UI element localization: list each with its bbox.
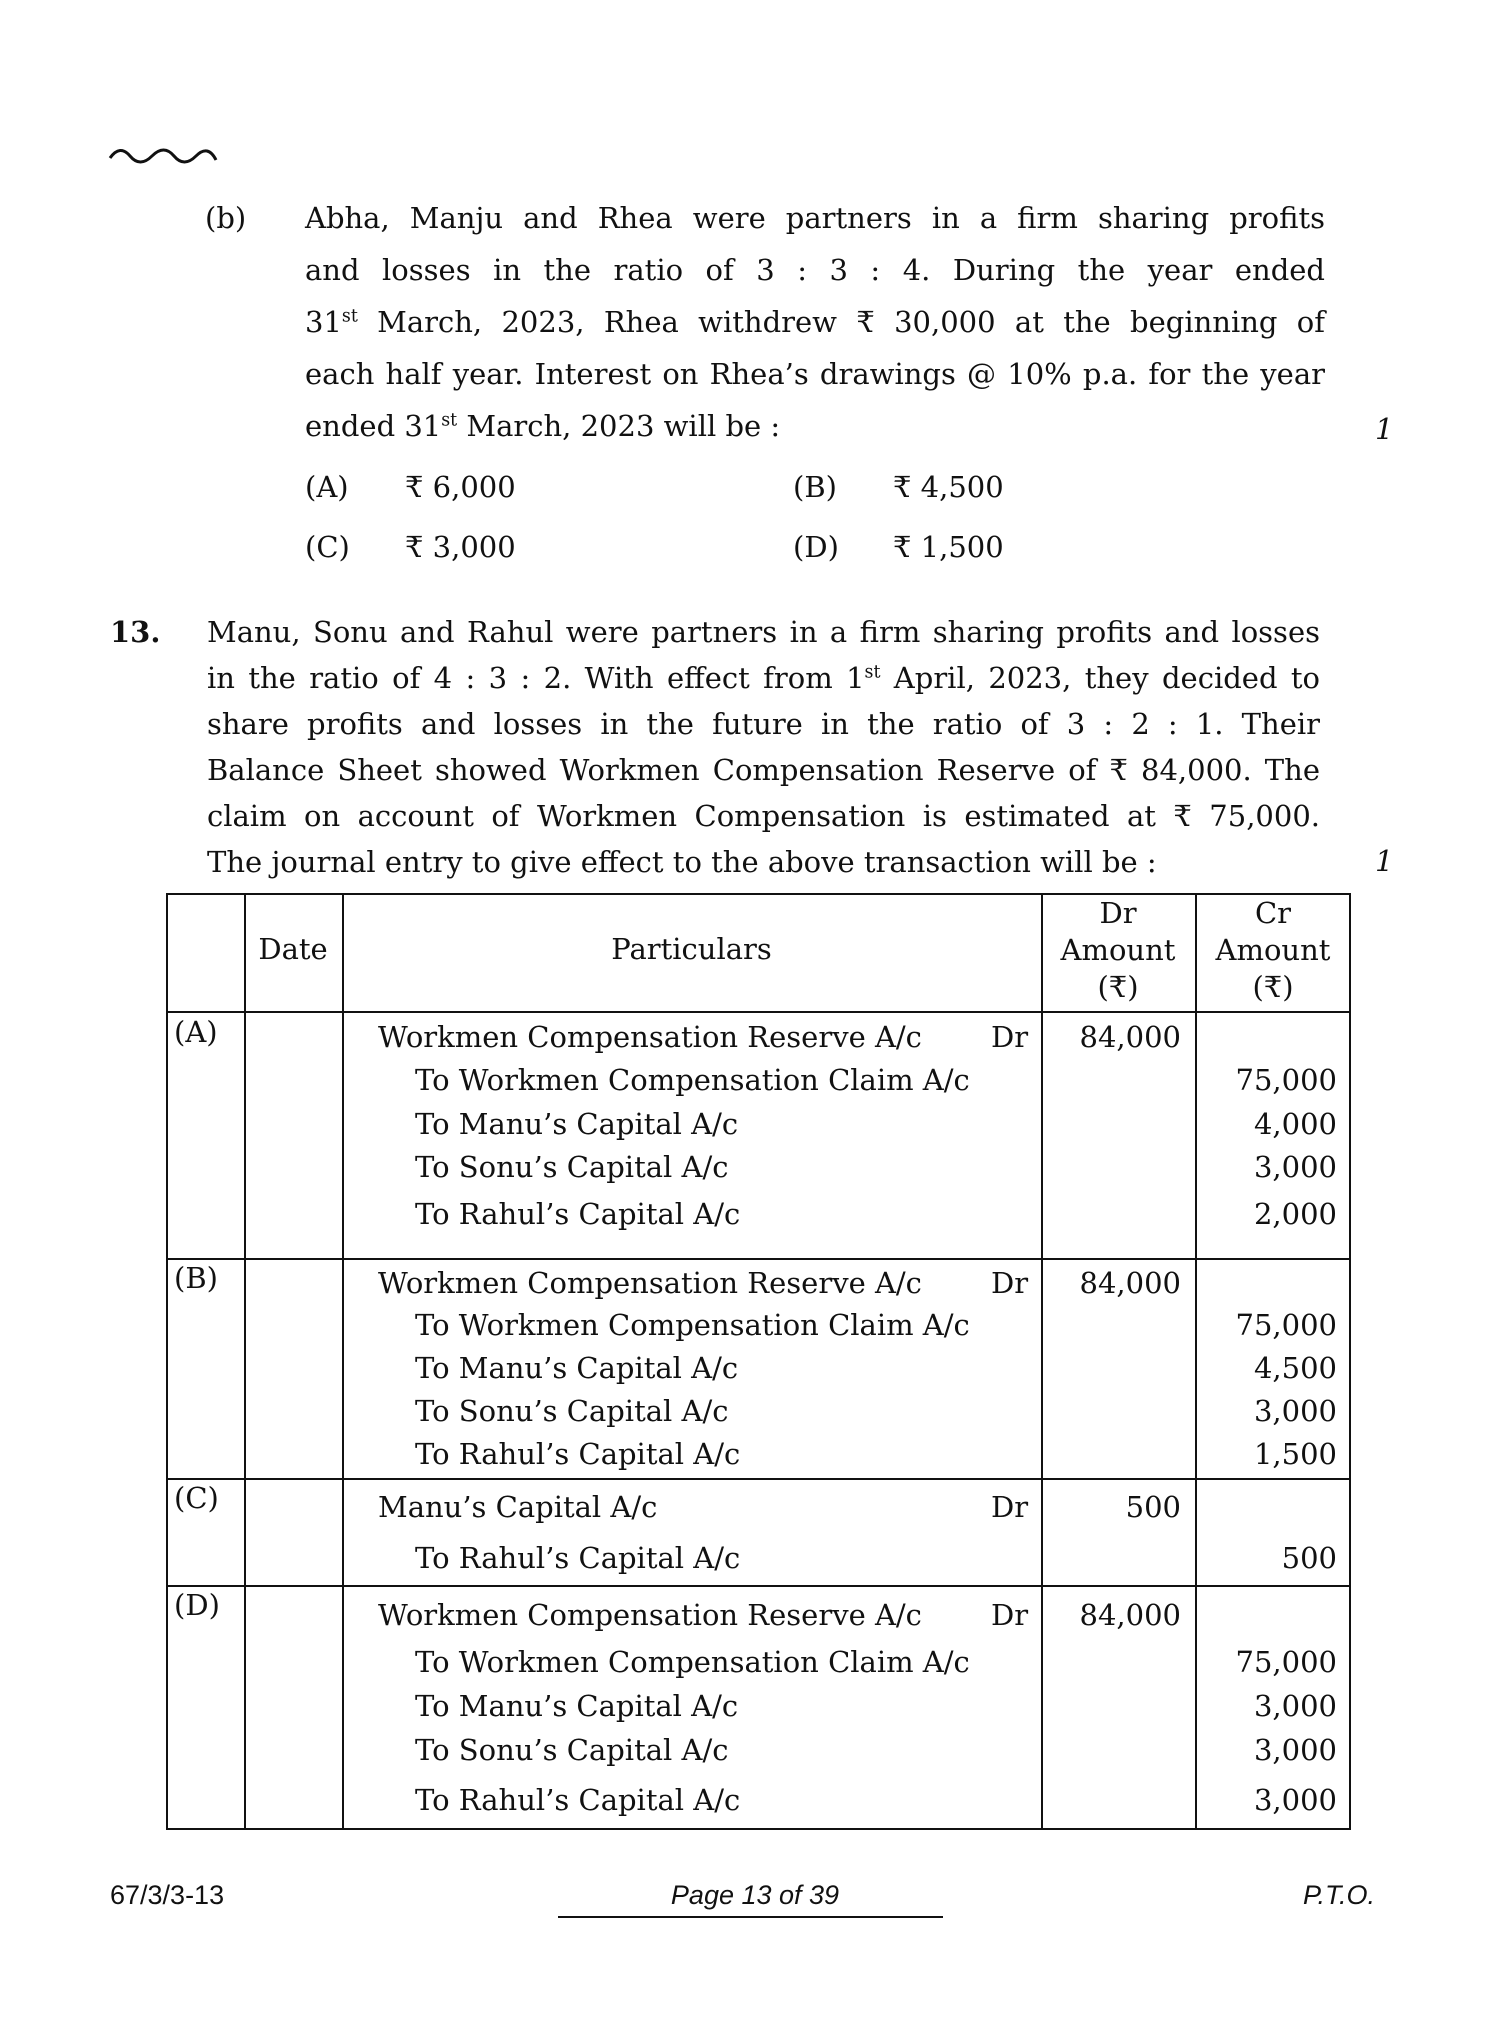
pto-label: P.T.O. — [1303, 1880, 1376, 1910]
row-label: (C) — [174, 1481, 219, 1515]
wave-mark-icon — [108, 138, 228, 170]
credit-amount: 3,000 — [1253, 1689, 1337, 1723]
debit-amount: 84,000 — [1079, 1266, 1181, 1300]
question-line: each half year. Interest on Rhea’s drawings @ 10% p.a. for the year — [305, 357, 1325, 391]
row-label: (B) — [174, 1261, 218, 1295]
header-particulars: Particulars — [611, 932, 772, 966]
credit-amount: 4,500 — [1253, 1351, 1337, 1385]
option-value: ₹ 3,000 — [405, 530, 516, 564]
credit-account: To Manu’s Capital A/c — [415, 1689, 739, 1723]
row-divider — [168, 1258, 1349, 1260]
credit-account: To Rahul’s Capital A/c — [415, 1541, 741, 1575]
question-label: (b) — [205, 201, 247, 235]
question-line: Balance Sheet showed Workmen Compensation Reserve of ₹ 84,000. The — [207, 753, 1320, 787]
credit-account: To Sonu’s Capital A/c — [415, 1394, 729, 1428]
credit-account: To Rahul’s Capital A/c — [415, 1197, 741, 1231]
question-line: The journal entry to give effect to the above transaction will be : — [207, 845, 1157, 879]
col-divider — [244, 895, 246, 1828]
col-divider — [342, 895, 344, 1828]
question-line: ended 31st March, 2023 will be : — [305, 409, 781, 443]
credit-amount: 75,000 — [1235, 1063, 1337, 1097]
credit-amount: 500 — [1281, 1541, 1337, 1575]
journal-table — [166, 893, 1351, 1830]
option-label: (B) — [793, 470, 837, 504]
option-label: (C) — [305, 530, 350, 564]
row-label: (D) — [174, 1588, 220, 1622]
credit-account: To Sonu’s Capital A/c — [415, 1733, 729, 1767]
debit-amount: 84,000 — [1079, 1020, 1181, 1054]
credit-account: To Workmen Compensation Claim A/c — [415, 1308, 970, 1342]
header-divider — [168, 1011, 1349, 1013]
question-line: in the ratio of 4 : 3 : 2. With effect from 1st April, 2023, they decided to — [207, 661, 1320, 695]
credit-amount: 3,000 — [1253, 1733, 1337, 1767]
credit-account: To Workmen Compensation Claim A/c — [415, 1063, 970, 1097]
credit-account: To Sonu’s Capital A/c — [415, 1150, 729, 1184]
row-label: (A) — [174, 1015, 218, 1049]
header-date: Date — [258, 932, 328, 966]
option-c — [305, 530, 516, 564]
debit-amount: 500 — [1125, 1490, 1181, 1524]
credit-amount: 3,000 — [1253, 1783, 1337, 1817]
question-text — [305, 192, 1325, 452]
credit-account: To Manu’s Capital A/c — [415, 1107, 739, 1141]
option-a — [305, 470, 516, 504]
option-label: (A) — [305, 470, 349, 504]
dr-marker: Dr — [991, 1598, 1029, 1632]
credit-amount: 75,000 — [1235, 1645, 1337, 1679]
dr-marker: Dr — [991, 1490, 1029, 1524]
question-number: 13. — [110, 615, 161, 649]
question-line: and losses in the ratio of 3 : 3 : 4. During the year ended — [305, 253, 1325, 287]
marks-13: 1 — [1375, 844, 1394, 878]
credit-account: To Rahul’s Capital A/c — [415, 1783, 741, 1817]
question-line: 31st March, 2023, Rhea withdrew ₹ 30,000 at the beginning of — [305, 305, 1325, 339]
debit-account: Workmen Compensation Reserve A/c — [378, 1020, 922, 1054]
option-d — [793, 530, 1004, 564]
question-line: share profits and losses in the future in the ratio of 3 : 2 : 1. Their — [207, 707, 1320, 741]
option-value: ₹ 1,500 — [893, 530, 1004, 564]
credit-amount: 2,000 — [1253, 1197, 1337, 1231]
header-cr-amount: Cr Amount (₹) — [1215, 896, 1331, 1004]
credit-amount: 1,500 — [1253, 1437, 1337, 1471]
paper-code: 67/3/3-13 — [110, 1880, 225, 1910]
question-line: Abha, Manju and Rhea were partners in a firm sharing profits — [305, 201, 1325, 235]
question-line: claim on account of Workmen Compensation is estimated at ₹ 75,000. — [207, 799, 1320, 833]
credit-account: To Rahul’s Capital A/c — [415, 1437, 741, 1471]
debit-account: Manu’s Capital A/c — [378, 1490, 658, 1524]
credit-amount: 3,000 — [1253, 1394, 1337, 1428]
credit-amount: 4,000 — [1253, 1107, 1337, 1141]
option-b — [793, 470, 1004, 504]
row-divider — [168, 1478, 1349, 1480]
dr-marker: Dr — [991, 1020, 1029, 1054]
row-divider — [168, 1585, 1349, 1587]
credit-amount: 75,000 — [1235, 1308, 1337, 1342]
debit-account: Workmen Compensation Reserve A/c — [378, 1266, 922, 1300]
debit-account: Workmen Compensation Reserve A/c — [378, 1598, 922, 1632]
question-13-text — [207, 609, 1320, 885]
marks-12b: 1 — [1375, 412, 1394, 446]
credit-account: To Manu’s Capital A/c — [415, 1351, 739, 1385]
option-value: ₹ 4,500 — [893, 470, 1004, 504]
question-line: Manu, Sonu and Rahul were partners in a firm sharing profits and losses — [207, 615, 1320, 649]
debit-amount: 84,000 — [1079, 1598, 1181, 1632]
credit-account: To Workmen Compensation Claim A/c — [415, 1645, 970, 1679]
dr-marker: Dr — [991, 1266, 1029, 1300]
header-dr-amount: Dr Amount (₹) — [1060, 896, 1176, 1004]
option-value: ₹ 6,000 — [405, 470, 516, 504]
option-label: (D) — [793, 530, 839, 564]
page-number-underline — [558, 1916, 943, 1918]
page-number: Page 13 of 39 — [670, 1880, 840, 1910]
credit-amount: 3,000 — [1253, 1150, 1337, 1184]
